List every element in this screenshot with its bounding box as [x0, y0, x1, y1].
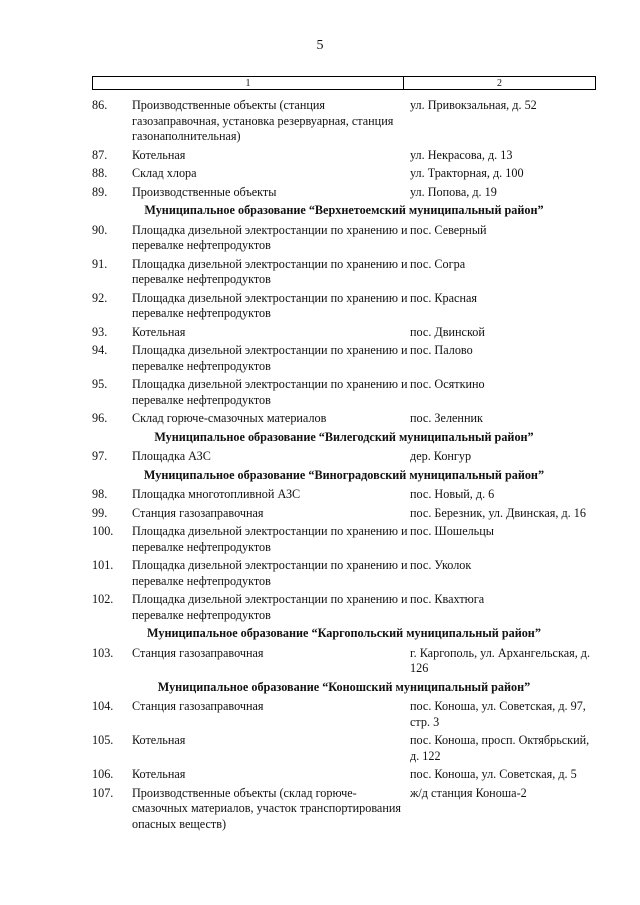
- table-row: [92, 166, 596, 185]
- table-row: [92, 786, 596, 836]
- object-address: ул. Попова, д. 19: [410, 184, 497, 199]
- object-address: ул. Привокзальная, д. 52: [410, 98, 537, 112]
- object-name: Площадка дизельной электростанции по хранению и перевалке нефтепродуктов: [132, 377, 408, 407]
- table-row: [92, 257, 596, 291]
- table-row: [92, 449, 596, 468]
- row-number: 102.: [92, 592, 114, 606]
- row-number: 95.: [92, 377, 108, 391]
- row-number: 98.: [92, 487, 108, 501]
- object-address: пос. Шошельцы: [410, 524, 494, 538]
- table-row: [92, 411, 596, 430]
- table-row: [92, 487, 596, 506]
- row-number: 96.: [92, 411, 108, 425]
- row-number: 91.: [92, 256, 108, 271]
- row-number: 89.: [92, 184, 108, 199]
- object-address: дер. Конгур: [410, 449, 472, 463]
- object-name: Станция газозаправочная: [132, 505, 264, 520]
- object-address: пос. Коноша, ул. Советская, д. 97, стр. 3: [410, 699, 586, 729]
- objects-table: [92, 98, 596, 835]
- section-heading: Муниципальное образование “Вилегодский муниципальный район”: [154, 429, 534, 444]
- table-row: [92, 646, 596, 680]
- table-row: [92, 767, 596, 786]
- object-name: Котельная: [132, 324, 186, 339]
- row-number: 101.: [92, 558, 114, 572]
- object-address: пос. Согра: [410, 256, 466, 271]
- row-number: 88.: [92, 166, 108, 180]
- object-name: Площадка дизельной электростанции по хранению и перевалке нефтепродуктов: [132, 558, 408, 588]
- row-number: 87.: [92, 147, 108, 162]
- section-heading: Муниципальное образование “Коношский муниципальный район”: [157, 679, 531, 694]
- object-address: пос. Зеленник: [410, 411, 483, 425]
- section-heading: Муниципальное образование “Каргопольский муниципальный район”: [147, 626, 541, 640]
- column-header-row: [92, 76, 596, 90]
- object-name: Площадка дизельной электростанции по хранению и перевалке нефтепродуктов: [132, 343, 408, 373]
- section-heading: Муниципальное образование “Виноградовский муниципальный район”: [143, 467, 545, 482]
- object-name: Котельная: [132, 733, 186, 747]
- row-number: 90.: [92, 222, 108, 237]
- object-name: Площадка АЗС: [132, 449, 211, 463]
- row-number: 106.: [92, 767, 114, 781]
- object-name: Площадка дизельной электростанции по хранению и перевалке нефтепродуктов: [132, 524, 408, 554]
- row-number: 100.: [92, 524, 114, 538]
- row-number: 104.: [92, 699, 114, 713]
- table-row: [92, 343, 596, 377]
- object-name: Площадка дизельной электростанции по хранению и перевалке нефтепродуктов: [132, 592, 408, 622]
- object-name: Площадка дизельной электростанции по хранению и перевалке нефтепродуктов: [132, 256, 408, 286]
- object-address: пос. Коноша, ул. Советская, д. 5: [410, 767, 577, 781]
- object-name: Площадка дизельной электростанции по хранению и перевалке нефтепродуктов: [132, 290, 408, 320]
- row-number: 93.: [92, 324, 108, 339]
- object-address: пос. Красная: [410, 290, 478, 305]
- object-name: Производственные объекты (склад горюче-смазочных материалов, участок транспортирования опасных веществ): [132, 785, 401, 831]
- table-row: [92, 733, 596, 767]
- table-row: [92, 98, 596, 148]
- row-number: 97.: [92, 449, 108, 463]
- object-address: пос. Квахтюга: [410, 592, 485, 606]
- object-address: пос. Двинской: [410, 324, 485, 339]
- table-row: [92, 506, 596, 525]
- row-number: 86.: [92, 98, 108, 112]
- row-number: 103.: [92, 645, 114, 660]
- object-name: Производственные объекты (станция газозаправочная, установка резервуарная, станция газонаполнительная): [132, 98, 394, 143]
- object-name: Станция газозаправочная: [132, 699, 264, 713]
- row-number: 99.: [92, 505, 108, 520]
- table-row: [92, 558, 596, 592]
- table-row: [92, 148, 596, 167]
- object-address: пос. Уколок: [410, 558, 472, 572]
- table-row: [92, 377, 596, 411]
- object-address: пос. Осяткино: [410, 377, 485, 391]
- object-name: Котельная: [132, 147, 186, 162]
- object-address: пос. Палово: [410, 343, 473, 357]
- column-header-1: 1: [93, 77, 404, 89]
- table-row: [92, 699, 596, 733]
- table-row: [92, 325, 596, 344]
- row-number: 105.: [92, 733, 114, 747]
- row-number: 92.: [92, 290, 108, 305]
- object-name: Площадка многотопливной АЗС: [132, 487, 301, 501]
- object-address: г. Каргополь, ул. Архангельская, д. 126: [410, 645, 591, 675]
- object-name: Котельная: [132, 767, 186, 781]
- object-address: пос. Северный: [410, 222, 487, 237]
- object-address: ул. Тракторная, д. 100: [410, 166, 524, 180]
- column-header-2: 2: [497, 78, 502, 89]
- table-row: [92, 592, 596, 626]
- table-row: [92, 291, 596, 325]
- object-name: Станция газозаправочная: [132, 645, 264, 660]
- row-number: 94.: [92, 343, 108, 357]
- object-name: Производственные объекты: [132, 184, 277, 199]
- table-row: [92, 185, 596, 204]
- section-heading: Муниципальное образование “Верхнетоемский муниципальный район”: [144, 203, 544, 217]
- object-address: пос. Новый, д. 6: [410, 487, 495, 501]
- object-address: ж/д станция Коноша-2: [410, 785, 527, 800]
- object-name: Склад хлора: [132, 166, 197, 180]
- object-address: ул. Некрасова, д. 13: [410, 147, 513, 162]
- object-name: Склад горюче-смазочных материалов: [132, 411, 327, 425]
- object-name: Площадка дизельной электростанции по хранению и перевалке нефтепродуктов: [132, 222, 408, 252]
- table-row: [92, 223, 596, 257]
- page-number: 5: [316, 38, 324, 53]
- object-address: пос. Березник, ул. Двинская, д. 16: [410, 505, 586, 520]
- table-row: [92, 524, 596, 558]
- object-address: пос. Коноша, просп. Октябрьский, д. 122: [410, 733, 590, 763]
- row-number: 107.: [92, 785, 114, 800]
